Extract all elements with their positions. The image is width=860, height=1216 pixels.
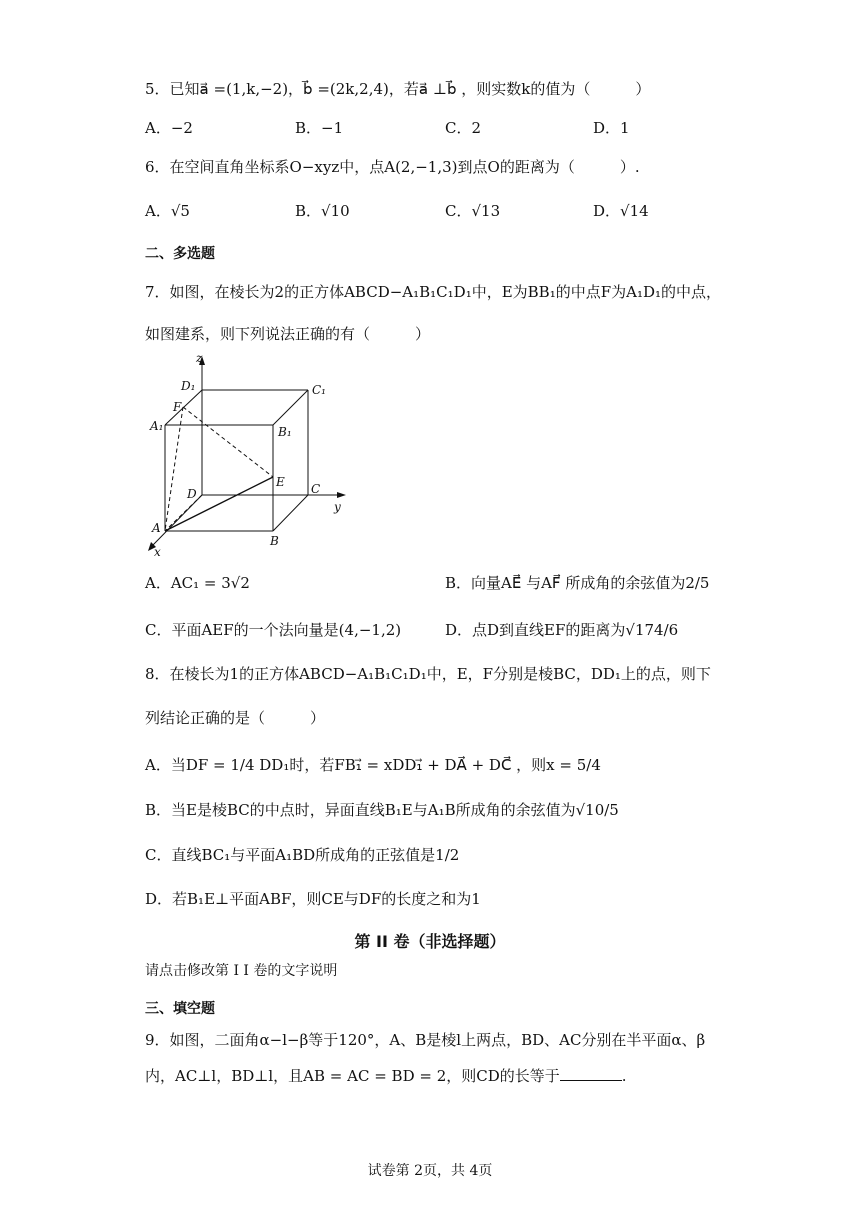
q7-stem-line1: 7．如图，在棱长为2的正方体ABCD−A₁B₁C₁D₁中，E为BB₁的中点F为A₁D₁的中点， xyxy=(145,283,722,301)
label-y: y xyxy=(334,500,341,514)
section-heading-multi-choice: 二、多选题 xyxy=(145,246,215,262)
q8-option-d: D．若B₁E⊥平面ABF，则CE与DF的长度之和为1 xyxy=(145,890,481,908)
label-b1: B₁ xyxy=(278,425,292,439)
answer-blank[interactable] xyxy=(560,1066,622,1081)
segment-f-e xyxy=(183,407,273,477)
label-f: F xyxy=(173,400,182,414)
label-x: x xyxy=(154,545,161,559)
q5-option-a: A．−2 xyxy=(145,119,193,137)
q8-option-c: C．直线BC₁与平面A₁BD所成角的正弦值是1/2 xyxy=(145,846,460,864)
edge-b1-c1 xyxy=(273,390,308,425)
q9-line2-text: 内，AC⊥l，BD⊥l，且AB = AC = BD = 2，则CD的长等于 xyxy=(145,1067,560,1085)
y-axis-arrow xyxy=(337,492,346,498)
label-a1: A₁ xyxy=(150,419,164,433)
page-footer: 试卷第 2页，共 4页 xyxy=(367,1163,493,1179)
q8-option-a: A．当DF = 1/4 DD₁时，若FB₁⃗ = xDD₁⃗ + DA⃗ + DC⃗ ，则x = 5/4 xyxy=(145,756,601,774)
q7-option-d: D．点D到直线EF的距离为√174/6 xyxy=(445,621,679,639)
q5-option-c: C．2 xyxy=(445,119,482,137)
q7-option-a: A．AC₁ = 3√2 xyxy=(145,574,250,592)
label-b: B xyxy=(270,534,279,548)
segment-f-a xyxy=(165,407,183,531)
label-e: E xyxy=(276,475,285,489)
q6-option-b: B．√10 xyxy=(295,202,350,220)
label-a: A xyxy=(152,521,161,535)
q6-stem: 6．在空间直角坐标系O−xyz中，点A(2,−1,3)到点O的距离为（ ）. xyxy=(145,158,640,176)
q6-option-d: D．√14 xyxy=(593,202,649,220)
q5-option-b: B．−1 xyxy=(295,119,344,137)
q6-option-c: C．√13 xyxy=(445,202,501,220)
q8-option-b: B．当E是棱BC的中点时，异面直线B₁E与A₁B所成角的余弦值为√10/5 xyxy=(145,801,619,819)
section-heading-fill-blank: 三、填空题 xyxy=(145,1001,215,1017)
volume2-title: 第 II 卷（非选择题） xyxy=(354,932,506,951)
q9-line2-end: . xyxy=(621,1067,627,1085)
label-d1: D₁ xyxy=(181,379,196,393)
q6-option-a: A．√5 xyxy=(145,202,190,220)
q8-stem-line2: 列结论正确的是（ ） xyxy=(145,709,326,727)
volume2-note: 请点击修改第 I I 卷的文字说明 xyxy=(145,963,338,979)
label-c: C xyxy=(311,482,321,496)
q7-cube-figure xyxy=(140,350,355,560)
q5-stem: 5．已知a⃗ =(1,k,−2)，b⃗ =(2k,2,4)，若a⃗ ⊥b⃗ ，则实数k的值为（ ） xyxy=(145,80,651,98)
q9-line2 xyxy=(145,1066,627,1086)
label-c1: C₁ xyxy=(312,383,326,397)
edge-b-c xyxy=(273,495,308,531)
q9-line1: 9．如图，二面角α−l−β等于120°，A、B是棱l上两点，BD、AC分别在半平面α、β xyxy=(145,1031,706,1049)
q8-stem-line1: 8．在棱长为1的正方体ABCD−A₁B₁C₁D₁中，E，F分别是棱BC，DD₁上的点，则下 xyxy=(145,665,711,683)
q7-option-c: C．平面AEF的一个法向量是(4,−1,2) xyxy=(145,621,402,639)
label-z: z xyxy=(196,351,203,365)
q7-stem-line2: 如图建系，则下列说法正确的有（ ） xyxy=(145,325,431,343)
q7-option-b: B．向量AE⃗ 与AF⃗ 所成角的余弦值为2/5 xyxy=(445,574,710,592)
segment-a-e xyxy=(165,477,273,531)
label-d: D xyxy=(187,487,197,501)
q5-option-d: D．1 xyxy=(593,119,630,137)
